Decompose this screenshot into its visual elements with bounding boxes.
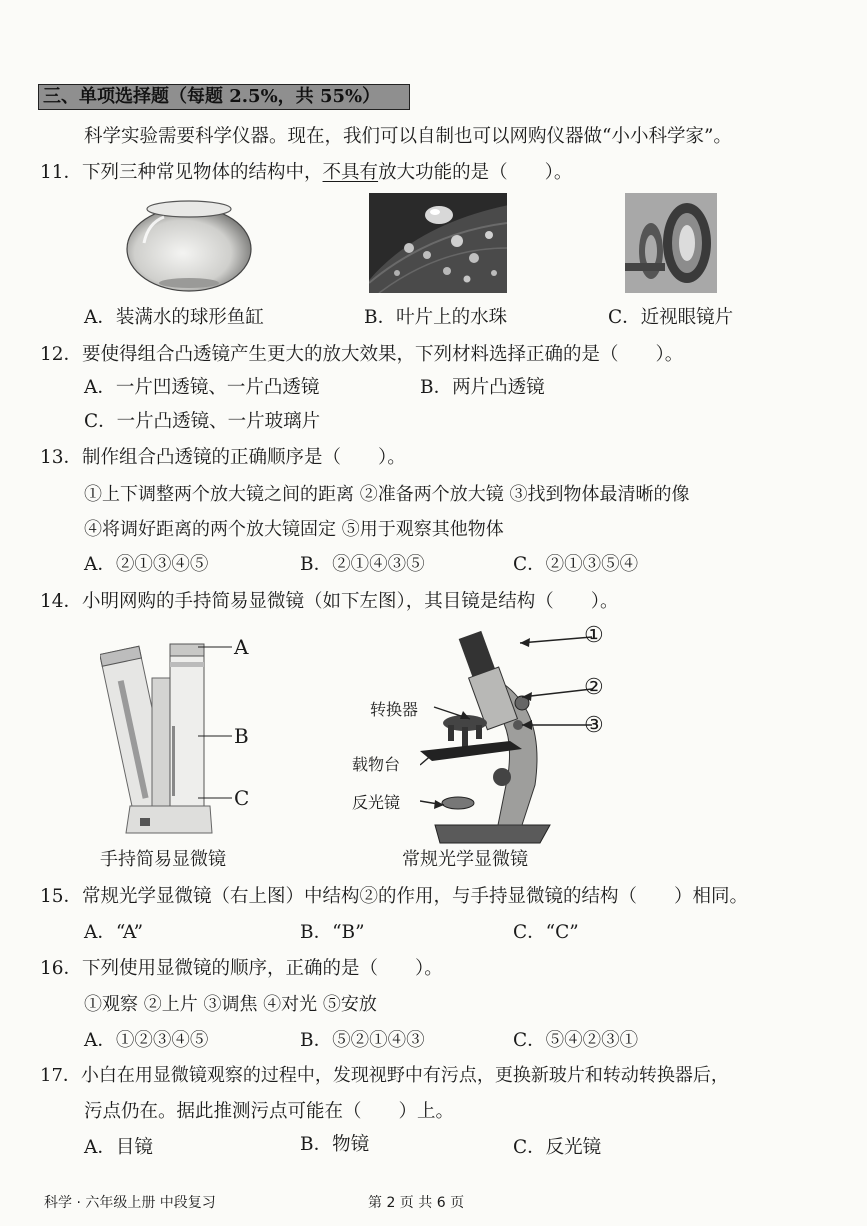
- q15-option-a: A．“A”: [84, 922, 144, 943]
- q11-option-a: A．装满水的球形鱼缸: [84, 307, 264, 328]
- section-title: 三、单项选择题（每题 2.5%，共 55%）: [38, 84, 410, 110]
- handheld-label-b: B: [234, 724, 249, 748]
- q16-option-c: C．⑤④②③①: [513, 1030, 639, 1051]
- question-12-stem: 12．要使得组合凸透镜产生更大的放大效果，下列材料选择正确的是（ ）。: [40, 344, 684, 365]
- optical-leader-lines: [420, 625, 600, 825]
- q12-option-c: C．一片凸透镜、一片玻璃片: [84, 411, 321, 432]
- question-13-stem: 13．制作组合凸透镜的正确顺序是（ ）。: [40, 447, 406, 468]
- q11-emphasis: 不具有: [322, 162, 379, 183]
- q11-stem-post: 放大功能的是（ ）。: [378, 162, 573, 183]
- handheld-label-a: A: [234, 635, 249, 659]
- q13-steps-line2: ④将调好距离的两个放大镜固定 ⑤用于观察其他物体: [84, 519, 504, 540]
- handheld-caption: 手持简易显微镜: [100, 849, 226, 870]
- q15-option-c: C．“C”: [513, 922, 579, 943]
- optical-label-converter: 转换器: [370, 700, 419, 719]
- q17-option-b: B．物镜: [300, 1134, 370, 1155]
- footer-subject: 科学 · 六年级上册 中段复习: [44, 1195, 216, 1211]
- question-15-stem: 15．常规光学显微镜（右上图）中结构②的作用，与手持显微镜的结构（ ）相同。: [40, 886, 749, 907]
- q11-option-c: C．近视眼镜片: [608, 307, 734, 328]
- leaf-water-drops-image: [369, 193, 507, 293]
- q13-option-c: C．②①③⑤④: [513, 554, 639, 575]
- q13-option-b: B．②①④③⑤: [300, 554, 425, 575]
- fishbowl-image: [124, 193, 254, 293]
- q12-option-a: A．一片凹透镜、一片凸透镜: [84, 377, 320, 398]
- handheld-label-c: C: [234, 786, 250, 810]
- question-11-stem: [40, 161, 572, 185]
- question-17-stem-line1: 17．小白在用显微镜观察的过程中，发现视野中有污点，更换新玻片和转动转换器后，: [40, 1065, 729, 1086]
- optical-label-1: ①: [584, 623, 604, 648]
- q17-option-a: A．目镜: [84, 1137, 153, 1158]
- q17-option-c: C．反光镜: [513, 1137, 602, 1158]
- q12-option-b: B．两片凸透镜: [420, 377, 545, 398]
- footer-page-number: 第 2 页 共 6 页: [368, 1195, 465, 1211]
- q13-steps-line1: ①上下调整两个放大镜之间的距离 ②准备两个放大镜 ③找到物体最清晰的像: [84, 484, 690, 505]
- q15-option-b: B．“B”: [300, 922, 365, 943]
- q11-option-b: B．叶片上的水珠: [364, 307, 508, 328]
- q13-option-a: A．②①③④⑤: [84, 554, 209, 575]
- q16-option-b: B．⑤②①④③: [300, 1030, 425, 1051]
- q16-option-a: A．①②③④⑤: [84, 1030, 209, 1051]
- q16-steps: ①观察 ②上片 ③调焦 ④对光 ⑤安放: [84, 994, 377, 1015]
- myopia-glasses-image: [625, 193, 717, 293]
- optical-label-3: ③: [584, 713, 604, 738]
- optical-label-stage: 载物台: [352, 755, 401, 774]
- question-14-stem: 14．小明网购的手持简易显微镜（如下左图），其目镜是结构（ ）。: [40, 591, 619, 612]
- handheld-leader-lines: [198, 640, 238, 820]
- optical-caption: 常规光学显微镜: [402, 849, 528, 870]
- question-16-stem: 16．下列使用显微镜的顺序，正确的是（ ）。: [40, 958, 443, 979]
- optical-label-2: ②: [584, 675, 604, 700]
- optical-label-mirror: 反光镜: [352, 793, 401, 812]
- q11-stem-pre: 11．下列三种常见物体的结构中，: [40, 162, 323, 183]
- intro-text: 科学实验需要科学仪器。现在，我们可以自制也可以网购仪器做“小小科学家”。: [84, 126, 732, 147]
- question-17-stem-line2: 污点仍在。据此推测污点可能在（ ）上。: [84, 1101, 455, 1122]
